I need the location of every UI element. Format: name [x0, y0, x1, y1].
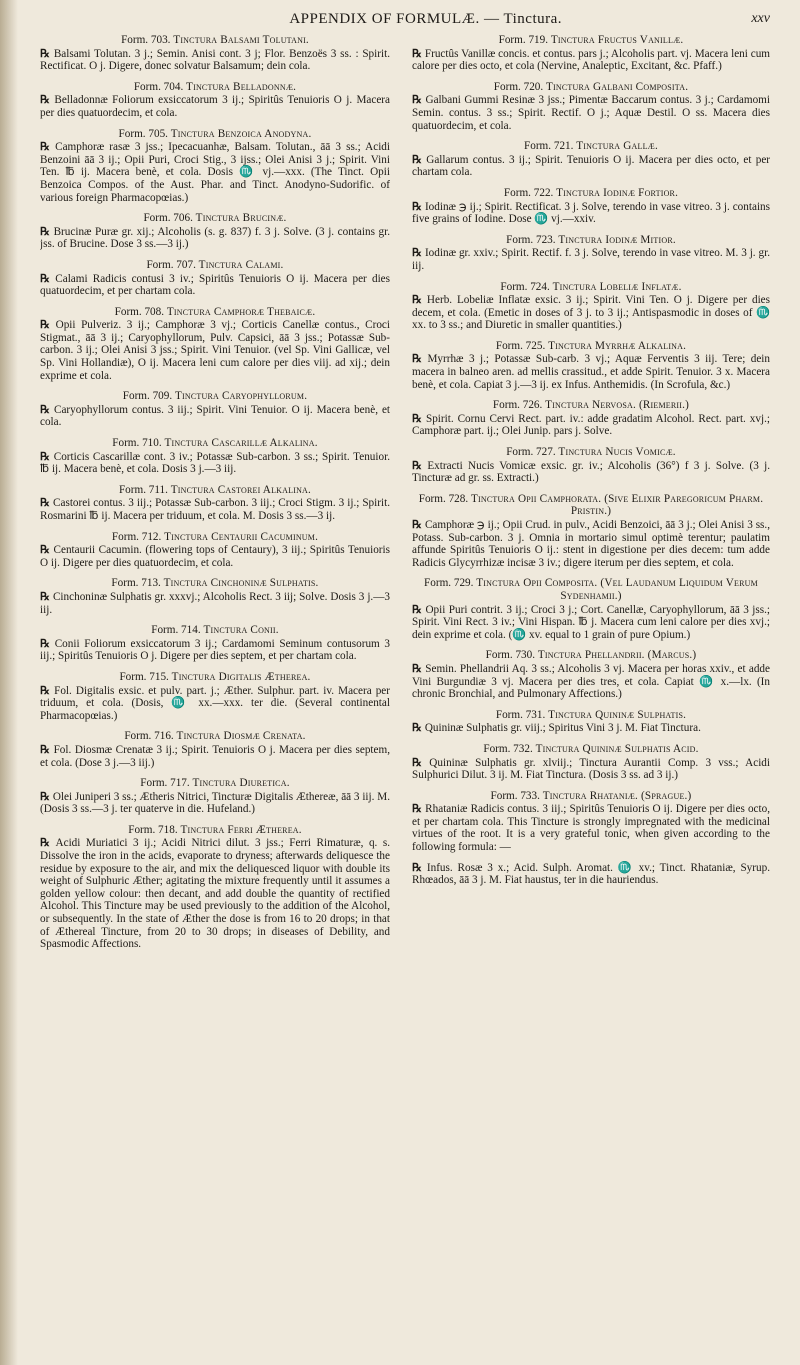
formula-text: Spirit. Cornu Cervi Rect. part. iv.: adde gradatim Alcohol. Rect. part. xvj.; Camphoræ part. ij.; Olei Junip. pars j. Solve.	[412, 412, 770, 438]
formula-body	[40, 226, 390, 251]
formula-name: Tinctura Calami.	[198, 258, 284, 271]
formula-entry	[40, 259, 390, 298]
formula-heading	[412, 577, 770, 602]
formula-entry	[40, 577, 390, 616]
formula-heading	[40, 577, 390, 590]
formula-body	[412, 722, 770, 735]
formula-name: Tinctura Cinchoninæ Sulphatis.	[163, 577, 319, 590]
formula-text: Extracti Nucis Vomicæ exsic. gr. iv.; Alcoholis (36°) f 3 j. Solve. (3 j. Tincturæ ad gr. ss. Extracti.)	[412, 459, 770, 485]
formula-body	[412, 663, 770, 701]
recipe-symbol: ℞	[412, 803, 426, 816]
formula-entry	[40, 437, 390, 476]
formula-body	[412, 413, 770, 438]
formula-heading	[412, 340, 770, 353]
formula-entry	[40, 777, 390, 816]
formula-name: Tinctura Quininæ Sulphatis Acid.	[535, 742, 699, 755]
formula-number: Form. 718.	[128, 823, 178, 836]
formula-text: Myrrhæ 3 j.; Potassæ Sub-carb. 3 vj.; Aquæ Ferventis 3 iij. Tere; dein macera in balneo aren. ad mellis crassitud., et adde Spirit. Tenuior. 3 x. Macera benè, et cola. Capiat 3 j.—3 ij. ex Infus. Anthemidis. (In Scrofula, &c.)	[412, 353, 770, 391]
formula-entry	[40, 390, 390, 429]
formula-number: Form. 725.	[495, 339, 546, 352]
recipe-symbol: ℞	[40, 272, 56, 285]
recipe-symbol: ℞	[412, 153, 427, 166]
formula-entry	[40, 484, 390, 523]
header-title: APPENDIX OF FORMULÆ. — Tinctura.	[289, 10, 563, 27]
formula-body	[40, 591, 390, 616]
recipe-symbol: ℞	[40, 497, 54, 510]
formula-text: Castorei contus. 3 iij.; Potassæ Sub-carbon. 3 iij.; Croci Stigm. 3 ij.; Spirit. Rosmarini ℔ ij. Macera per triduum, et cola. M. Dosis 3 ss.—3 ij.	[40, 497, 390, 522]
formula-entry	[40, 671, 390, 722]
formula-number: Form. 713.	[111, 577, 161, 590]
formula-body	[412, 604, 770, 642]
formula-body	[412, 94, 770, 132]
formula-number: Form. 724.	[500, 280, 550, 293]
formula-body	[40, 451, 390, 476]
formula-entry	[412, 399, 770, 438]
formula-text: Camphoræ ℈ ij.; Opii Crud. in pulv., Acidi Benzoici, āā 3 j.; Olei Anisi 3 ss., Potass. Sub-carbon. 3 j. Omnia in mortario simul optimè terentur; paulatim affunde Spiritûs Tenuioris O ij.: stent in digestione per dies decem: tum adde Radicis Glycyrrhizæ incisæ 3 iv.; digere iterum per dies septem, et cola.	[412, 519, 770, 569]
formula-name: Tinctura Conii.	[203, 624, 279, 637]
recipe-symbol: ℞	[40, 319, 56, 332]
formula-body	[40, 685, 390, 723]
formula-body	[412, 353, 770, 391]
formula-heading	[412, 446, 770, 459]
formula-text: Conii Foliorum exsiccatorum 3 ij.; Cardamomi Seminum contusorum 3 iij.; Spiritûs Tenuioris O j. Digere per dies septem, et per chartam cola.	[40, 637, 390, 663]
formula-number: Form. 722.	[503, 186, 554, 199]
formula-name: Tinctura Iodinæ Mitior.	[558, 233, 676, 246]
formula-heading	[412, 81, 770, 94]
formula-body	[412, 294, 770, 332]
recipe-symbol: ℞	[412, 294, 427, 307]
formula-name: Tinctura Balsami Tolutani.	[173, 34, 309, 46]
formula-heading	[40, 81, 390, 94]
formula-name: Tinctura Quininæ Sulphatis.	[548, 708, 687, 721]
formula-heading	[412, 34, 770, 47]
formula-name: Tinctura Galbani Composita.	[546, 80, 689, 93]
formula-heading	[40, 730, 390, 743]
recipe-symbol: ℞	[412, 722, 425, 735]
formula-number: Form. 707.	[146, 258, 196, 271]
formula-entry	[40, 624, 390, 663]
recipe-symbol: ℞	[412, 756, 430, 769]
formula-body	[40, 48, 390, 73]
recipe-symbol: ℞	[40, 637, 55, 650]
formula-name: Tinctura Iodinæ Fortior.	[556, 186, 679, 199]
formula-heading	[40, 671, 390, 684]
formula-entry	[40, 824, 390, 951]
formula-number: Form. 730.	[485, 649, 536, 662]
formula-number: Form. 733.	[490, 789, 540, 802]
formula-entry	[40, 81, 390, 120]
recipe-symbol: ℞	[40, 141, 56, 154]
formula-body	[412, 519, 770, 569]
recipe-symbol: ℞	[40, 590, 53, 603]
formula-entry	[40, 730, 390, 769]
formula-name: Tinctura Opii Composita. (Vel Laudanum Liquidum Verum Sydenhamii.)	[476, 577, 758, 602]
recipe-symbol: ℞	[412, 662, 426, 675]
formula-number: Form. 709.	[122, 390, 173, 403]
formula-heading	[40, 437, 390, 450]
formula-number: Form. 712.	[111, 530, 162, 543]
formula-body	[40, 273, 390, 298]
formula-heading	[412, 399, 770, 412]
formula-number: Form. 726.	[492, 399, 543, 412]
recipe-symbol: ℞	[40, 403, 54, 416]
formula-entry	[412, 140, 770, 179]
formula-text: Balsami Tolutan. 3 j.; Semin. Anisi cont. 3 j; Flor. Benzoës 3 ss. : Spirit. Rectificat. O j. Digere, donec solvatur Balsamum; dein cola.	[40, 47, 390, 73]
formula-text: Fructûs Vanillæ concis. et contus. pars j.; Alcoholis part. vj. Macera leni cum calore per dies octo, et cola (Nervine, Analeptic, Excitant, &c. Pfaff.)	[412, 47, 770, 73]
formula-heading	[412, 281, 770, 294]
formula-entry	[412, 649, 770, 700]
formula-heading	[40, 128, 390, 141]
formula-name: Tinctura Centaurii Cacuminum.	[164, 530, 319, 543]
formula-number: Form. 727.	[506, 446, 556, 459]
formula-text: Fol. Digitalis exsic. et pulv. part. j.; Æther. Sulphur. part. iv. Macera per triduum, et cola. (Dosis, ♏ xx.—xxx. ter die. (Several continental Pharmacopœias.)	[40, 684, 390, 722]
formula-heading	[412, 709, 770, 722]
running-header	[40, 6, 770, 32]
formula-body	[40, 404, 390, 429]
formula-number: Form. 715.	[119, 670, 169, 683]
formula-text: Corticis Cascarillæ cont. 3 iv.; Potassæ Sub-carbon. 3 ss.; Spirit. Tenuior. ℔ ij. Macera benè, et cola. Dosis 3 j.—3 iij.	[40, 450, 390, 476]
formula-number: Form. 705.	[118, 127, 168, 140]
formula-entry	[412, 281, 770, 332]
formula-name: Tinctura Benzoica Anodyna.	[170, 127, 312, 140]
formula-heading	[412, 649, 770, 662]
formula-body	[412, 247, 770, 272]
formula-name: Tinctura Digitalis Ætherea.	[171, 670, 311, 683]
formula-number: Form. 720.	[493, 80, 544, 93]
recipe-symbol: ℞	[40, 94, 55, 107]
recipe-symbol: ℞	[40, 47, 54, 60]
formula-text: Centaurii Cacumin. (flowering tops of Centaury), 3 iij.; Spiritûs Tenuioris O ij. Digere per dies quatuordecim, et cola.	[40, 544, 390, 569]
formula-number: Form. 716.	[124, 730, 174, 743]
formula-entry	[412, 790, 770, 854]
formula-number: Form. 714.	[151, 624, 201, 637]
formula-entry	[412, 34, 770, 73]
formula-heading	[40, 212, 390, 225]
formula-number: Form. 723.	[506, 233, 556, 246]
formula-name: Tinctura Nervosa. (Riemerii.)	[545, 399, 690, 412]
formula-name: Tinctura Myrrhæ Alkalina.	[548, 339, 687, 352]
formula-body	[40, 544, 390, 569]
page-number: xxv	[751, 11, 770, 26]
formula-heading	[412, 187, 770, 200]
formula-heading	[412, 140, 770, 153]
recipe-symbol: ℞	[40, 450, 54, 463]
formula-entry	[412, 81, 770, 132]
formula-entry	[40, 128, 390, 205]
formula-name: Tinctura Phellandrii. (Marcus.)	[537, 649, 697, 662]
formula-body	[40, 319, 390, 382]
formula-entry	[412, 446, 770, 485]
formula-body	[40, 94, 390, 119]
formula-body	[40, 744, 390, 769]
page-gutter-shadow	[0, 0, 18, 1365]
formula-entry	[40, 306, 390, 383]
formula-heading	[40, 34, 390, 47]
formula-number: Form. 732.	[483, 742, 533, 755]
formula-text: Quininæ Sulphatis gr. viij.; Spiritus Vini 3 j. M. Fiat Tinctura.	[424, 722, 701, 735]
formula-text: Olei Juniperi 3 ss.; Ætheris Nitrici, Tincturæ Digitalis Æthereæ, āā 3 iij. M. (Dosis 3 ss.—3 j. ter quaterve in die. Hufeland.)	[40, 790, 390, 816]
formula-entry	[412, 340, 770, 391]
formula-text: Rhataniæ Radicis contus. 3 iij.; Spiritûs Tenuioris O ij. Digere per dies octo, et per chartam cola. This Tincture is strongly impregnated with the medicinal virtues of the root. It is a very grateful tonic, when given according to the following formula: —	[412, 803, 770, 854]
formula-body	[40, 638, 390, 663]
formula-text: Quininæ Sulphatis gr. xlviij.; Tinctura Aurantii Comp. 3 vss.; Acidi Sulphurici Dilut. 3 ij. M. Fiat Tinctura. (Dosis 3 ss. ad 3 ij.)	[412, 756, 770, 782]
formula-entry	[40, 212, 390, 251]
formula-name: Tinctura Lobeliæ Inflatæ.	[552, 280, 682, 293]
recipe-symbol: ℞	[412, 861, 427, 874]
recipe-symbol: ℞	[40, 837, 56, 850]
recipe-symbol: ℞	[40, 544, 54, 557]
formula-name: Tinctura Diosmæ Crenata.	[176, 730, 306, 743]
formula-body	[412, 48, 770, 73]
recipe-symbol: ℞	[412, 353, 428, 366]
formula-name: Tinctura Belladonnæ.	[186, 80, 297, 93]
formula-number: Form. 717.	[140, 777, 190, 790]
formula-text: Belladonnæ Foliorum exsiccatorum 3 ij.; Spiritûs Tenuioris O j. Macera per dies quatuordecim, et cola.	[40, 94, 390, 119]
formula-text: Galbani Gummi Resinæ 3 jss.; Pimentæ Baccarum contus. 3 j.; Cardamomi Semin. contus. 3 ss.; Spirit. Rectif. O j.; Aquæ Destil. O ss. Macera dies quatuordecim, et cola.	[412, 94, 770, 132]
formula-text: Brucinæ Puræ gr. xij.; Alcoholis (s. g. 837) f. 3 j. Solve. (3 j. contains gr. jss. of Brucine. Dose 3 ss.—3 ij.)	[40, 225, 390, 251]
formula-text: Infus. Rosæ 3 x.; Acid. Sulph. Aromat. ♏ xv.; Tinct. Rhataniæ, Syrup. Rhœados, āā 3 j. M. Fiat haustus, ter in die hauriendus.	[412, 861, 770, 887]
formula-name: Tinctura Nucis Vomicæ.	[558, 446, 676, 459]
formula-name: Tinctura Gallæ.	[576, 140, 658, 153]
formula-heading	[412, 234, 770, 247]
formula-text: Iodinæ gr. xxiv.; Spirit. Rectif. f. 3 j. Solve, terendo in vase vitreo. M. 3 j. gr. iij.	[412, 247, 770, 272]
formula-number: Form. 721.	[524, 140, 574, 153]
formula-text: Calami Radicis contusi 3 iv.; Spiritûs Tenuioris O ij. Macera per dies quatuordecim, et per chartam cola.	[40, 272, 390, 298]
formula-text: Fol. Diosmæ Crenatæ 3 ij.; Spirit. Tenuioris O j. Macera per dies septem, et cola. (Dose 3 j.—3 iij.)	[40, 743, 390, 769]
recipe-symbol: ℞	[412, 459, 428, 472]
formula-body	[412, 154, 770, 179]
formula-entry	[40, 531, 390, 570]
formula-name: Tinctura Ferri Ætherea.	[180, 823, 302, 836]
recipe-symbol: ℞	[412, 200, 425, 213]
right-column	[412, 34, 770, 1359]
formula-name: Tinctura Fructus Vanillæ.	[550, 34, 684, 46]
formula-text: Cinchoninæ Sulphatis gr. xxxvj.; Alcoholis Rect. 3 iij; Solve. Dosis 3 j.—3 iij.	[40, 590, 390, 616]
formula-body	[40, 791, 390, 816]
formula-body	[40, 837, 390, 950]
formula-number: Form. 706.	[143, 212, 193, 225]
recipe-symbol: ℞	[412, 47, 425, 60]
formula-name: Tinctura Opii Camphorata. (Sive Elixir Paregoricum Pharm. Pristin.)	[470, 492, 764, 518]
formula-text: Gallarum contus. 3 ij.; Spirit. Tenuioris O ij. Macera per dies octo, et per chartam cola.	[412, 153, 770, 179]
recipe-symbol: ℞	[412, 603, 426, 616]
formula-heading	[40, 484, 390, 497]
formula-heading	[412, 743, 770, 756]
formula-text: Camphoræ rasæ 3 jss.; Ipecacuanhæ, Balsam. Tolutan., āā 3 ss.; Acidi Benzoini āā 3 ij.; Opii Puri, Croci Stig., 3 ijss.; Olei Anisi 3 j.; Spirit. Vini Ten. ℔ ij. Macera benè, et cola. Dosis ♏ vj.—xxx. (The Tinct. Opii Benzoica Compos. of the Aust. Phar. and Tinct. Anodyno-Sudorific. of various foreign Pharmacopœias.)	[40, 141, 390, 204]
formula-entry	[412, 709, 770, 735]
recipe-symbol: ℞	[412, 94, 426, 107]
formula-number: Form. 710.	[112, 437, 162, 450]
formula-name: Tinctura Cascarillæ Alkalina.	[164, 437, 318, 450]
formula-name: Tinctura Brucinæ.	[195, 212, 287, 225]
formula-heading	[40, 824, 390, 837]
formula-body	[412, 460, 770, 485]
formula-text: Opii Puri contrit. 3 ij.; Croci 3 j.; Cort. Canellæ, Caryophyllorum, āā 3 jss.; Spirit. Vini Rect. 3 iv.; Vini Hispan. ℔ j. Macera cum leni calore per dies xvj.; dein exprime et cola. (♏ xv. equal to 1 grain of pure Opium.)	[412, 603, 770, 641]
formula-body	[40, 497, 390, 522]
formula-name: Tinctura Camphoræ Thebaicæ.	[166, 305, 316, 318]
formula-entry	[412, 187, 770, 226]
formula-text: Semin. Phellandrii Aq. 3 ss.; Alcoholis 3 vj. Macera per horas xxiv., et adde Vini Burgundiæ 3 vj. Macera per dies tres, et cola. Capiat ♏ x.—lx. (In chronic Bronchial, and Pulmonary Affections.)	[412, 662, 770, 701]
formula-name: Tinctura Rhataniæ. (Sprague.)	[542, 789, 692, 802]
formula-number: Form. 703.	[121, 34, 171, 46]
formula-body	[40, 141, 390, 204]
recipe-symbol: ℞	[40, 684, 55, 697]
formula-number: Form. 729.	[424, 577, 474, 590]
recipe-symbol: ℞	[412, 247, 425, 260]
formula-number: Form. 728.	[418, 492, 469, 505]
formula-number: Form. 711.	[118, 483, 168, 496]
formula-body	[412, 803, 770, 853]
formula-text: Iodinæ ℈ ij.; Spirit. Rectificat. 3 j. Solve, terendo in vase vitreo. 3 j. contains five grains of Iodine. Dose ♏ vj.—xxiv.	[412, 200, 770, 226]
formula-heading	[40, 390, 390, 403]
formula-body	[412, 862, 770, 887]
formula-name: Tinctura Castorei Alkalina.	[170, 483, 312, 496]
formula-heading	[40, 259, 390, 272]
formula-text: Caryophyllorum contus. 3 iij.; Spirit. Vini Tenuior. O ij. Macera benè, et cola.	[40, 403, 390, 429]
formula-entry	[412, 862, 770, 887]
formula-name: Tinctura Caryophyllorum.	[174, 390, 308, 403]
formula-body	[412, 757, 770, 782]
formula-heading	[40, 531, 390, 544]
formula-body	[412, 201, 770, 226]
formula-heading	[412, 790, 770, 803]
recipe-symbol: ℞	[412, 412, 426, 425]
formula-entry	[412, 743, 770, 782]
formula-text: Opii Pulveriz. 3 ij.; Camphoræ 3 vj.; Corticis Canellæ contus., Croci Stigmat., āā 3 ij.; Caryophyllorum, Pulv. Capsici, āā 3 jss.; Potassæ Sub-carbon. 3 ij.; Olei Anisi 3 jss.; Spirit. Vini Tenuior. (vel Sp. Vini Gallicæ, vel Sp. Vini Hollandiæ), O ij. Macera leni cum calore per dies viij. ad xij.; dein exprime et cola.	[40, 319, 390, 382]
recipe-symbol: ℞	[40, 790, 53, 803]
formula-number: Form. 704.	[133, 80, 184, 93]
formula-heading	[412, 493, 770, 518]
formula-number: Form. 719.	[498, 34, 549, 46]
formula-heading	[40, 777, 390, 790]
formula-number: Form. 731.	[495, 708, 546, 721]
recipe-symbol: ℞	[40, 743, 54, 756]
formula-text: Herb. Lobeliæ Inflatæ exsic. 3 ij.; Spirit. Vini Ten. O j. Digere per dies decem, et cola. (Emetic in doses of 3 j. to 3 ij.; Antispasmodic in doses of ♏ xx. to 3 ss.; and Diuretic in smaller quantities.)	[412, 294, 770, 332]
recipe-symbol: ℞	[412, 519, 425, 531]
left-column	[40, 34, 390, 1359]
formula-entry	[412, 234, 770, 273]
formula-text: Acidi Muriatici 3 ij.; Acidi Nitrici dilut. 3 jss.; Ferri Rimaturæ, q. s. Dissolve the iron in the acids, evaporate to dryness; afterwards deliquesce the residue by exposure to the air, and mix the deliquesced liquor with double its weight of Sulphuric Æther; agitating the mixture frequently until it assumes a golden yellow colour: then decant, and add double the quantity of rectified Alcohol. This Tincture may be used previously to the addition of the Alcohol, or subsequently. In the state of Æther the dose is from 16 to 20 drops; in that of Æthereal Tincture, from 20 to 30 drops; in diseases of Debility, and Spasmodic Affections.	[40, 837, 390, 951]
formula-heading	[40, 306, 390, 319]
formula-entry	[40, 34, 390, 73]
recipe-symbol: ℞	[40, 225, 54, 238]
formula-heading	[40, 624, 390, 637]
formula-entry	[412, 493, 770, 570]
formula-name: Tinctura Diuretica.	[192, 777, 290, 790]
formula-entry	[412, 577, 770, 641]
formula-number: Form. 708.	[114, 305, 165, 318]
